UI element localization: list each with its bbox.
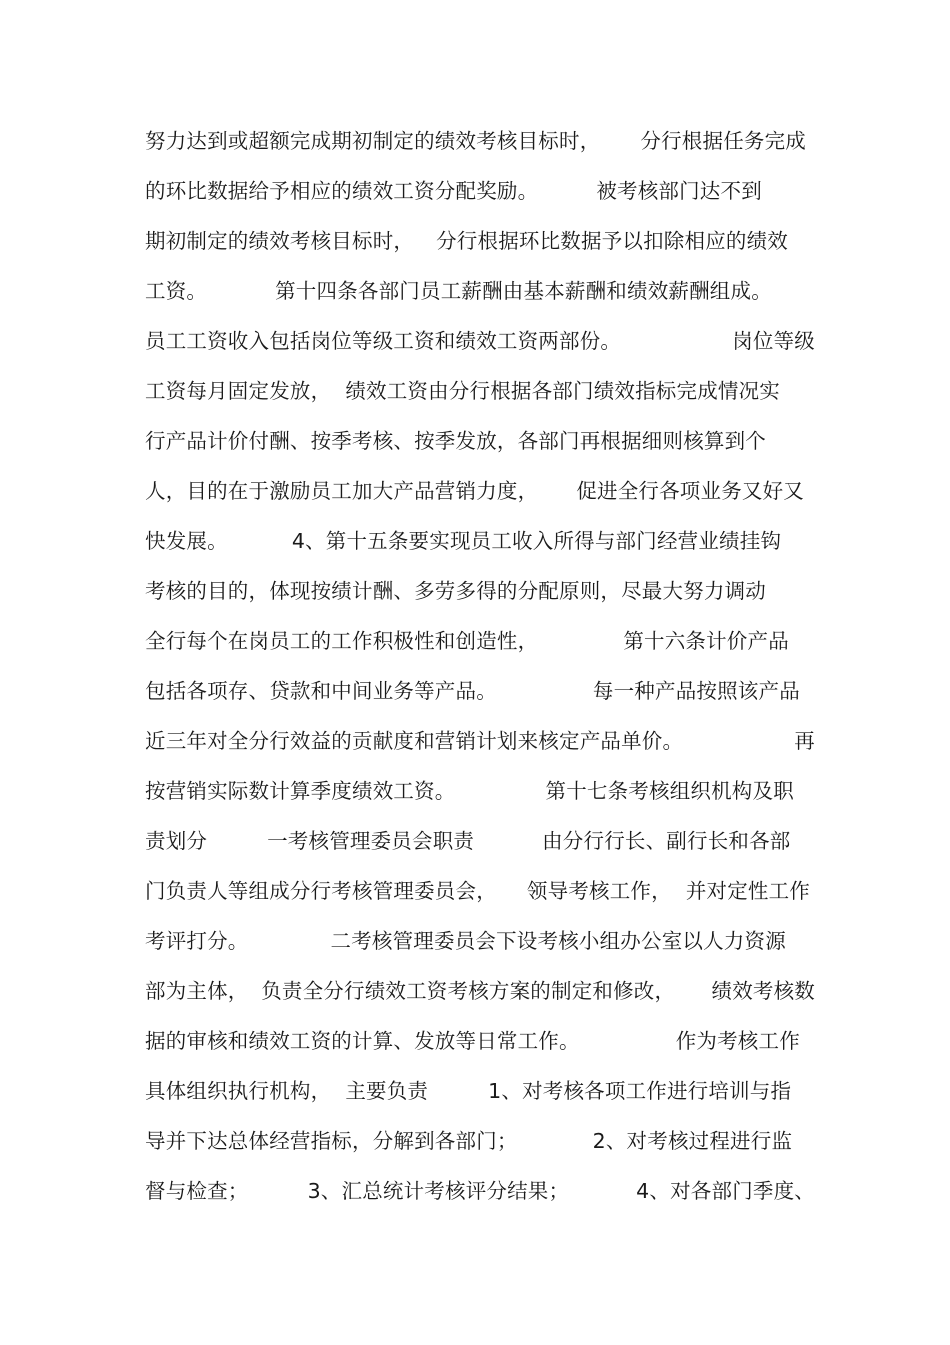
text-segment: 部为主体， [145, 979, 249, 1003]
text-segment: 导并下达总体经营指标，分解到各部门； [145, 1129, 518, 1153]
text-segment: 促进全行各项业务又好又 [576, 479, 805, 503]
text-line-1 [145, 116, 815, 166]
text-line-7 [145, 416, 815, 466]
text-segment: 主要负责 [345, 1079, 429, 1103]
text-segment: 第十七条考核组织机构及职 [545, 779, 794, 803]
text-line-21 [145, 1116, 815, 1166]
text-segment: 员工工资收入包括岗位等级工资和绩效工资两部份。 [145, 329, 622, 353]
text-line-2 [145, 166, 815, 216]
text-line-10 [145, 566, 815, 616]
text-segment: 第十六条计价产品 [623, 629, 789, 653]
text-line-5 [145, 316, 815, 366]
text-segment: 门负责人等组成分行考核管理委员会， [145, 879, 497, 903]
text-segment: 考评打分。 [145, 929, 249, 953]
text-segment: 并对定性工作 [685, 879, 811, 903]
text-segment: 第十四条各部门员工薪酬由基本薪酬和绩效薪酬组成。 [275, 279, 772, 303]
text-segment: 负责全分行绩效工资考核方案的制定和修改， [261, 979, 676, 1003]
text-segment: 工资。 [145, 279, 208, 303]
text-segment: 全行每个在岗员工的工作积极性和创造性， [145, 629, 539, 653]
text-segment: 期初制定的绩效考核目标时， [145, 229, 415, 253]
text-segment: 分行根据环比数据予以扣除相应的绩效 [436, 229, 789, 253]
text-segment: 努力达到或超额完成期初制定的绩效考核目标时， [145, 129, 601, 153]
body-text [145, 116, 815, 1216]
text-segment: 包括各项存、贷款和中间业务等产品。 [145, 679, 497, 703]
text-segment: 考核的目的，体现按绩计酬、多劳多得的分配原则，尽最大努力调动 [145, 579, 766, 603]
text-segment: 人，目的在于激励员工加大产品营销力度， [145, 479, 539, 503]
text-segment: 4、第十五条要实现员工收入所得与部门经营业绩挂钩 [291, 529, 782, 553]
text-line-12 [145, 666, 815, 716]
text-segment: 每一种产品按照该产品 [592, 679, 800, 703]
text-segment: 3、汇总统计考核评分结果； [307, 1179, 570, 1203]
text-segment: 分行根据任务完成 [640, 129, 807, 153]
text-segment: 快发展。 [145, 529, 228, 553]
text-line-17 [145, 916, 815, 966]
text-segment: 绩效考核数 [711, 979, 815, 1003]
text-line-15 [145, 816, 815, 866]
text-line-3 [145, 216, 815, 266]
text-segment: 1、对考核各项工作进行培训与指 [488, 1079, 792, 1103]
text-segment: 再 [794, 729, 815, 753]
text-segment: 的环比数据给予相应的绩效工资分配奖励。 [145, 179, 539, 203]
text-segment: 责划分 [145, 829, 208, 853]
text-line-18 [145, 966, 815, 1016]
text-line-22 [145, 1166, 815, 1216]
text-segment: 据的审核和绩效工资的计算、发放等日常工作。 [145, 1029, 580, 1053]
text-segment: 工资每月固定发放， [145, 379, 332, 403]
text-segment: 具体组织执行机构， [145, 1079, 332, 1103]
text-segment: 督与检查； [145, 1179, 249, 1203]
text-line-19 [145, 1016, 815, 1066]
text-segment: 近三年对全分行效益的贡献度和营销计划来核定产品单价。 [145, 729, 684, 753]
text-line-8 [145, 466, 815, 516]
text-line-4 [145, 266, 815, 316]
text-line-16 [145, 866, 815, 916]
text-segment: 被考核部门达不到 [596, 179, 762, 203]
text-line-9 [145, 516, 815, 566]
text-segment: 二考核管理委员会下设考核小组办公室以人力资源 [330, 929, 786, 953]
text-segment: 行产品计价付酬、按季考核、按季发放，各部门再根据细则核算到个 [145, 429, 766, 453]
text-line-14 [145, 766, 815, 816]
text-segment: 作为考核工作 [675, 1029, 800, 1053]
text-line-6 [145, 366, 815, 416]
text-segment: 绩效工资由分行根据各部门绩效指标完成情况实 [345, 379, 781, 403]
text-segment: 领导考核工作， [526, 879, 672, 903]
text-line-13 [145, 716, 815, 766]
text-segment: 由分行行长、副行长和各部 [542, 829, 791, 853]
text-line-11 [145, 616, 815, 666]
text-segment: 一考核管理委员会职责 [267, 829, 475, 853]
text-segment: 岗位等级 [732, 329, 815, 353]
text-segment: 按营销实际数计算季度绩效工资。 [145, 779, 456, 803]
text-segment: 2、对考核过程进行监 [592, 1129, 793, 1153]
text-line-20 [145, 1066, 815, 1116]
text-segment: 4、对各部门季度、 [636, 1179, 815, 1203]
